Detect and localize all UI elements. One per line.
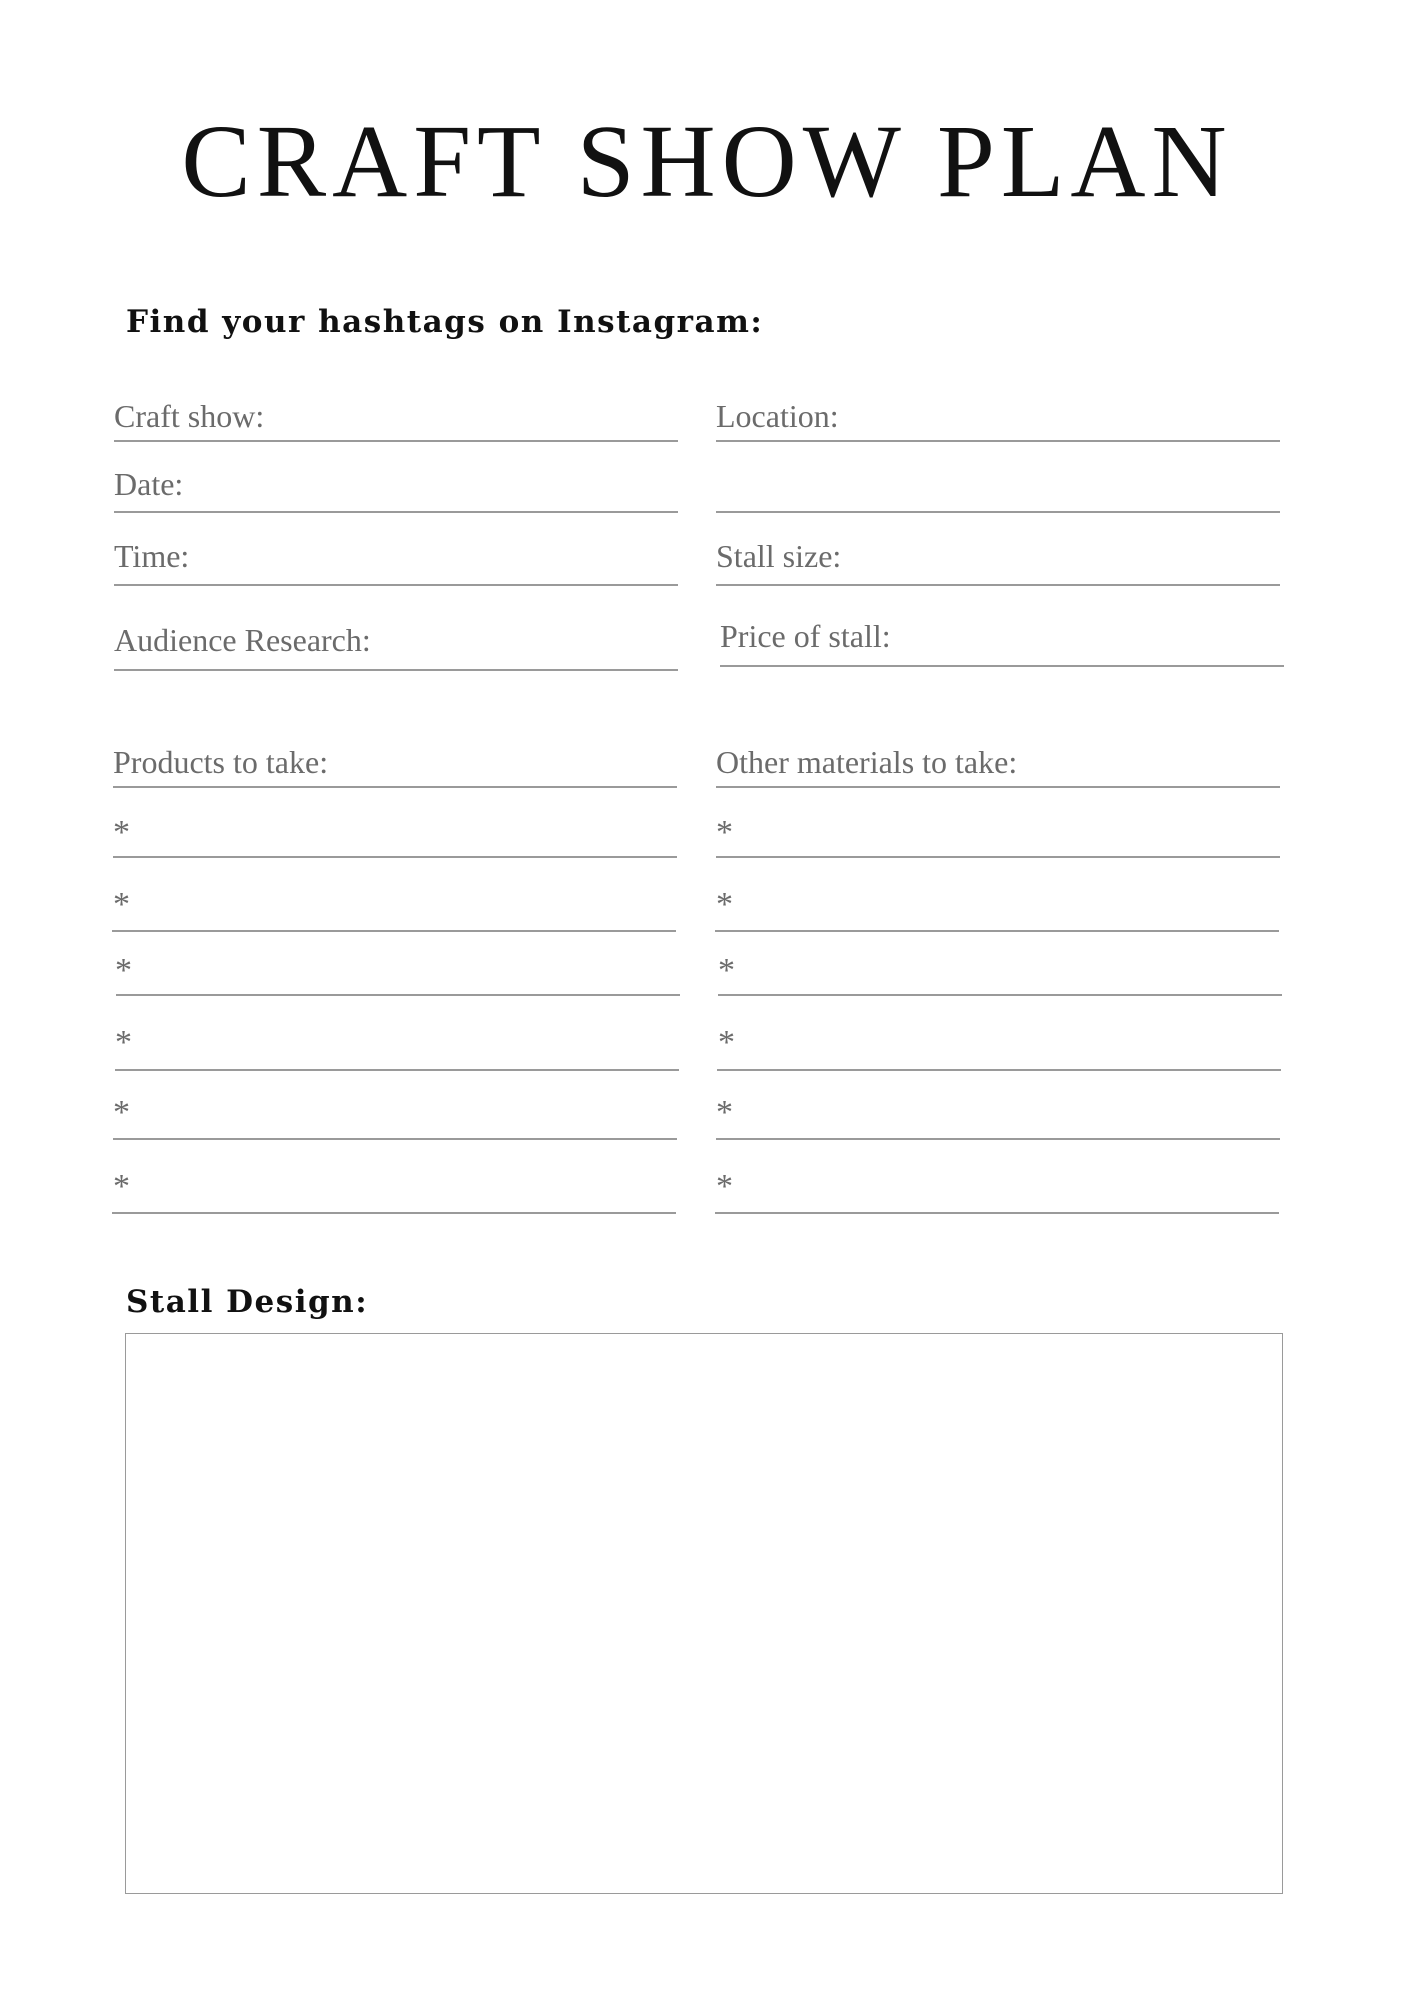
price-of-stall-label: Price of stall: (720, 618, 891, 654)
product-line-6[interactable] (112, 1212, 676, 1214)
price-of-stall-field[interactable] (720, 665, 1284, 667)
bullet-star-icon: * (716, 1094, 733, 1131)
hashtags-heading: Find your hashtags on Instagram: (126, 304, 764, 340)
bullet-star-icon: * (113, 886, 130, 923)
date-field[interactable] (114, 511, 678, 513)
product-line-1[interactable] (113, 856, 677, 858)
material-line-3[interactable] (718, 994, 1282, 996)
stall-design-heading: Stall Design: (126, 1284, 369, 1320)
location-field[interactable] (716, 440, 1280, 442)
location-label: Location: (716, 398, 839, 434)
bullet-star-icon: * (113, 1168, 130, 1205)
craft-show-label: Craft show: (114, 398, 265, 434)
page-title: CRAFT SHOW PLAN (181, 104, 1233, 219)
bullet-star-icon: * (716, 886, 733, 923)
materials-header-line (716, 786, 1280, 788)
audience-research-label: Audience Research: (114, 622, 371, 658)
material-line-4[interactable] (717, 1069, 1281, 1071)
stall-size-label: Stall size: (716, 538, 842, 574)
product-line-2[interactable] (112, 930, 676, 932)
bullet-star-icon: * (115, 952, 132, 989)
bullet-star-icon: * (113, 1094, 130, 1131)
bullet-star-icon: * (718, 1024, 735, 1061)
stall-design-box[interactable] (125, 1333, 1283, 1894)
audience-research-field[interactable] (114, 669, 678, 671)
bullet-star-icon: * (113, 814, 130, 851)
location-field-line-2[interactable] (716, 511, 1280, 513)
product-line-4[interactable] (115, 1069, 679, 1071)
products-label: Products to take: (113, 744, 329, 780)
material-line-5[interactable] (716, 1138, 1280, 1140)
stall-size-field[interactable] (716, 584, 1280, 586)
material-line-6[interactable] (715, 1212, 1279, 1214)
product-line-5[interactable] (113, 1138, 677, 1140)
product-line-3[interactable] (116, 994, 680, 996)
time-field[interactable] (114, 584, 678, 586)
material-line-2[interactable] (715, 930, 1279, 932)
bullet-star-icon: * (716, 814, 733, 851)
bullet-star-icon: * (716, 1168, 733, 1205)
bullet-star-icon: * (718, 952, 735, 989)
bullet-star-icon: * (115, 1024, 132, 1061)
products-header-line (113, 786, 677, 788)
material-line-1[interactable] (716, 856, 1280, 858)
date-label: Date: (114, 466, 184, 502)
craft-show-field[interactable] (114, 440, 678, 442)
time-label: Time: (114, 538, 190, 574)
materials-label: Other materials to take: (716, 744, 1018, 780)
